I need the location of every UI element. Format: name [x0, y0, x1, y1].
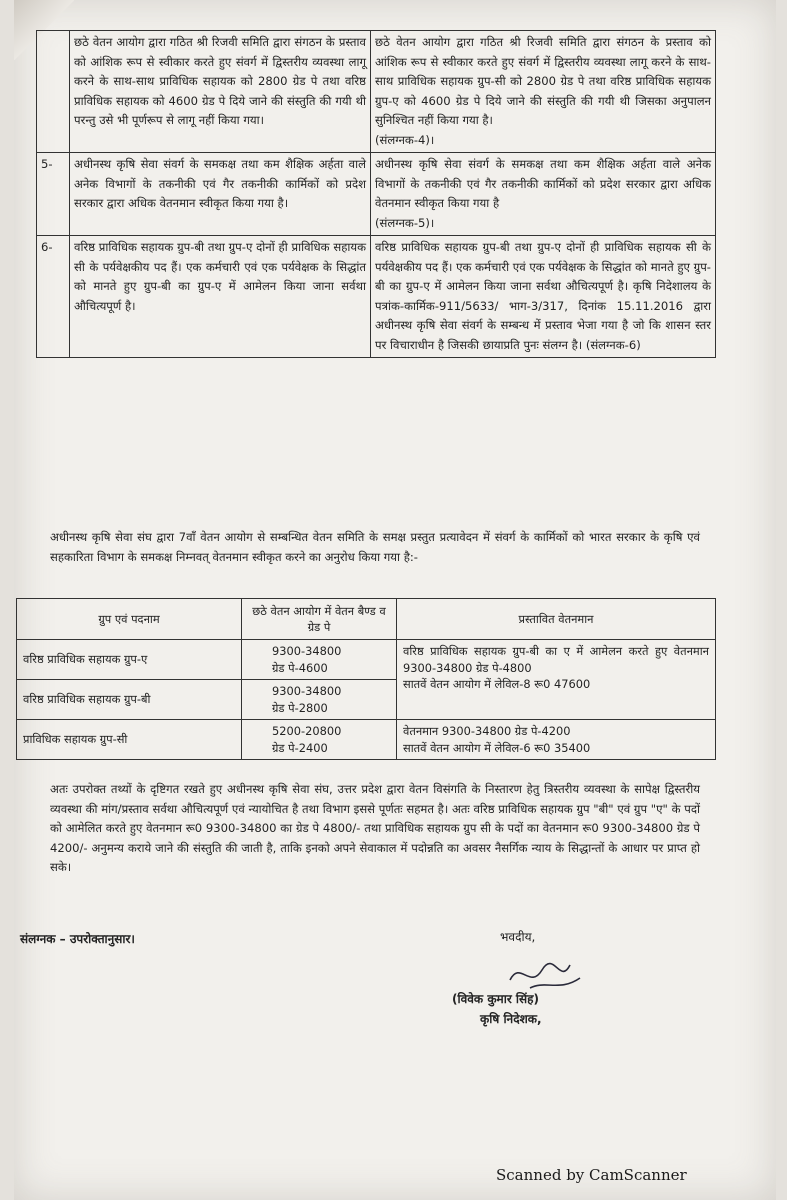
- enclosure-ref: (संलग्नक-5)।: [375, 215, 435, 230]
- group-name: प्राविधिक सहायक ग्रुप-सी: [17, 720, 242, 760]
- group-name: वरिष्ठ प्राविधिक सहायक ग्रुप-ए: [17, 640, 242, 680]
- enclosure-ref: (संलग्नक-6): [585, 337, 641, 352]
- header-proposed: प्रस्तावित वेतनमान: [397, 599, 716, 640]
- table-row: [37, 236, 716, 358]
- pay-band-cell: [242, 720, 397, 760]
- recommendation-paragraph: अतः उपरोक्त तथ्यों के दृष्टिगत रखते हुए अधीनस्थ कृषि सेवा संघ, उत्तर प्रदेश द्वारा वेतन विसंगति के निस्तारण हेतु त्रिस्तरीय व्यवस्था के सापेक्ष द्विस्तरीय व्यवस्था की मांग/प्रस्ताव सर्वथा औचित्यपूर्ण एवं न्यायोचित है तथा विभाग इससे पूर्णतः सहमत है। अतः वरिष्ठ प्राविधिक सहायक ग्रुप "बी" एवं ग्रुप "ए" के पदों को आमेलित करते हुए वेतनमान रू0 9300-34800 का ग्रेड पे 4800/- तथा प्राविधिक सहायक ग्रुप सी के पदों का वेतनमान रू0 9300-34800 ग्रेड पे 4200/- अनुमन्य कराये जाने की संस्तुति की जाती है, ताकि इनको अपने सेवाकाल में पदोन्नति का अवसर नैसर्गिक न्याय के सिद्धान्तों के आधार पर प्राप्त हो सके।: [50, 782, 700, 874]
- row-number: 5-: [37, 153, 70, 236]
- proposed-scale-cell: [397, 720, 716, 760]
- row-right-cell: [371, 31, 716, 153]
- row-number: 6-: [37, 236, 70, 358]
- grade-pay: ग्रेड पे-2800: [272, 700, 328, 715]
- row-right-cell: [371, 236, 716, 358]
- row-right-cell: [371, 153, 716, 236]
- grade-pay: ग्रेड पे-2400: [272, 740, 328, 755]
- pay-scale-table: [16, 598, 716, 760]
- table-row: [37, 153, 716, 236]
- seventh-pay-level: सातवें वेतन आयोग में लेविल-6 रू0 35400: [403, 740, 591, 755]
- proposed-scale: वरिष्ठ प्राविधिक सहायक ग्रुप-बी का ए में आमेलन करते हुए वेतनमान 9300-34800 ग्रेड पे-4800: [403, 644, 709, 675]
- pay-band-cell: [242, 680, 397, 720]
- row-right-text: अधीनस्थ कृषि सेवा संवर्ग के समकक्ष तथा कम शैक्षिक अर्हता वाले अनेक विभागों के तकनीकी एवं गैर तकनीकी कार्मिकों को प्रदेश सरकार द्वारा अधिक वेतनमान स्वीकृत किया गया है: [375, 157, 711, 210]
- proposed-scale: वेतनमान 9300-34800 ग्रेड पे-4200: [403, 724, 571, 738]
- comparison-table: [36, 30, 716, 358]
- pay-band: 9300-34800: [272, 644, 342, 658]
- table-row: [17, 640, 716, 680]
- pay-band: 5200-20800: [272, 724, 342, 738]
- seventh-pay-level: सातवें वेतन आयोग में लेविल-8 रू0 47600: [403, 677, 591, 691]
- table-row: [17, 720, 716, 760]
- signatory-designation: कृषि निदेशक,: [480, 1012, 542, 1026]
- signatory-name: (विवेक कुमार सिंह): [452, 992, 539, 1006]
- group-name: वरिष्ठ प्राविधिक सहायक ग्रुप-बी: [17, 680, 242, 720]
- table-header-row: [17, 599, 716, 640]
- row-right-text: वरिष्ठ प्राविधिक सहायक ग्रुप-बी तथा ग्रुप-ए दोनों ही प्राविधिक सहायक सी के पर्यवेक्षकीय पद हैं। एक कर्मचारी एवं एक पर्यवेक्षक के सिद्धांत को मानते हुए ग्रुप-बी का ग्रुप-ए में आमेलन किया जाना सर्वथा औचित्यपूर्ण है। कृषि निदेशालय के पत्रांक-कार्मिक-911/5633/ भाग-3/317, दिनांक 15.11.2016 द्वारा अधीनस्थ कृषि सेवा संवर्ग के सम्बन्ध में प्रस्ताव भेजा गया है जो कि शासन स्तर पर विचाराधीन है जिसकी छायाप्रति पुनः संलग्न है।: [375, 240, 711, 352]
- pay-band-cell: [242, 640, 397, 680]
- proposed-scale-cell: [397, 640, 716, 720]
- pay-band: 9300-34800: [272, 684, 342, 698]
- enclosure-note: संलग्नक – उपरोक्तानुसार।: [20, 932, 135, 946]
- row-right-text: छठे वेतन आयोग द्वारा गठित श्री रिजवी समिति द्वारा संगठन के प्रस्ताव को आंशिक रूप से स्वीकार करते हुए संवर्ग में द्विस्तरीय व्यवस्था लागू करने के साथ-साथ प्राविधिक सहायक ग्रुप-सी को 2800 ग्रेड पे तथा वरिष्ठ प्राविधिक सहायक ग्रुप-ए को 4600 ग्रेड पे दिये जाने की संस्तुति की गयी थी जिसका अनुपालन सुनिश्चित नहीं किया गया है।: [375, 35, 711, 127]
- header-group: ग्रुप एवं पदनाम: [17, 599, 242, 640]
- scanner-watermark: Scanned by CamScanner: [496, 1166, 687, 1184]
- closing-salutation: भवदीय,: [500, 930, 536, 944]
- intro-paragraph: अधीनस्थ कृषि सेवा संघ द्वारा 7वॉं वेतन आयोग से सम्बन्धित वेतन समिति के समक्ष प्रस्तुत प्रत्यावेदन में संवर्ग के कार्मिकों को भारत सरकार के कृषि एवं सहकारिता विभाग के समकक्ष निम्नवत् वेतनमान स्वीकृत करने का अनुरोध किया गया है:-: [50, 530, 700, 564]
- header-sixth-pay: छठे वेतन आयोग में वेतन बैण्ड व ग्रेड पे: [242, 599, 397, 640]
- row-number: [37, 31, 70, 153]
- row-left-text: अधीनस्थ कृषि सेवा संवर्ग के समकक्ष तथा कम शैक्षिक अर्हता वाले अनेक विभागों के तकनीकी एवं गैर तकनीकी कार्मिकों को प्रदेश सरकार द्वारा अधिक वेतनमान स्वीकृत किया गया है।: [70, 153, 371, 236]
- grade-pay: ग्रेड पे-4600: [272, 660, 328, 675]
- row-left-text: छठे वेतन आयोग द्वारा गठित श्री रिजवी समिति द्वारा संगठन के प्रस्ताव को आंशिक रूप से स्वीकार करते हुए संवर्ग में द्विस्तरीय व्यवस्था लागू करने के साथ-साथ प्राविधिक सहायक को 2800 ग्रेड पे तथा वरिष्ठ प्राविधिक सहायक को 4600 ग्रेड पे दिये जाने की संस्तुति की गयी थी परन्तु उसे भी पूर्णरूप से लागू नहीं किया गया।: [70, 31, 371, 153]
- enclosure-ref: (संलग्नक-4)।: [375, 132, 435, 147]
- table-row: [37, 31, 716, 153]
- row-left-text: वरिष्ठ प्राविधिक सहायक ग्रुप-बी तथा ग्रुप-ए दोनों ही प्राविधिक सहायक सी के पर्यवेक्षकीय पद हैं। एक कर्मचारी एवं एक पर्यवेक्षक के सिद्धांत को मानते हुए ग्रुप-बी का ग्रुप-ए में आमेलन किया जाना सर्वथा औचित्यपूर्ण है।: [70, 236, 371, 358]
